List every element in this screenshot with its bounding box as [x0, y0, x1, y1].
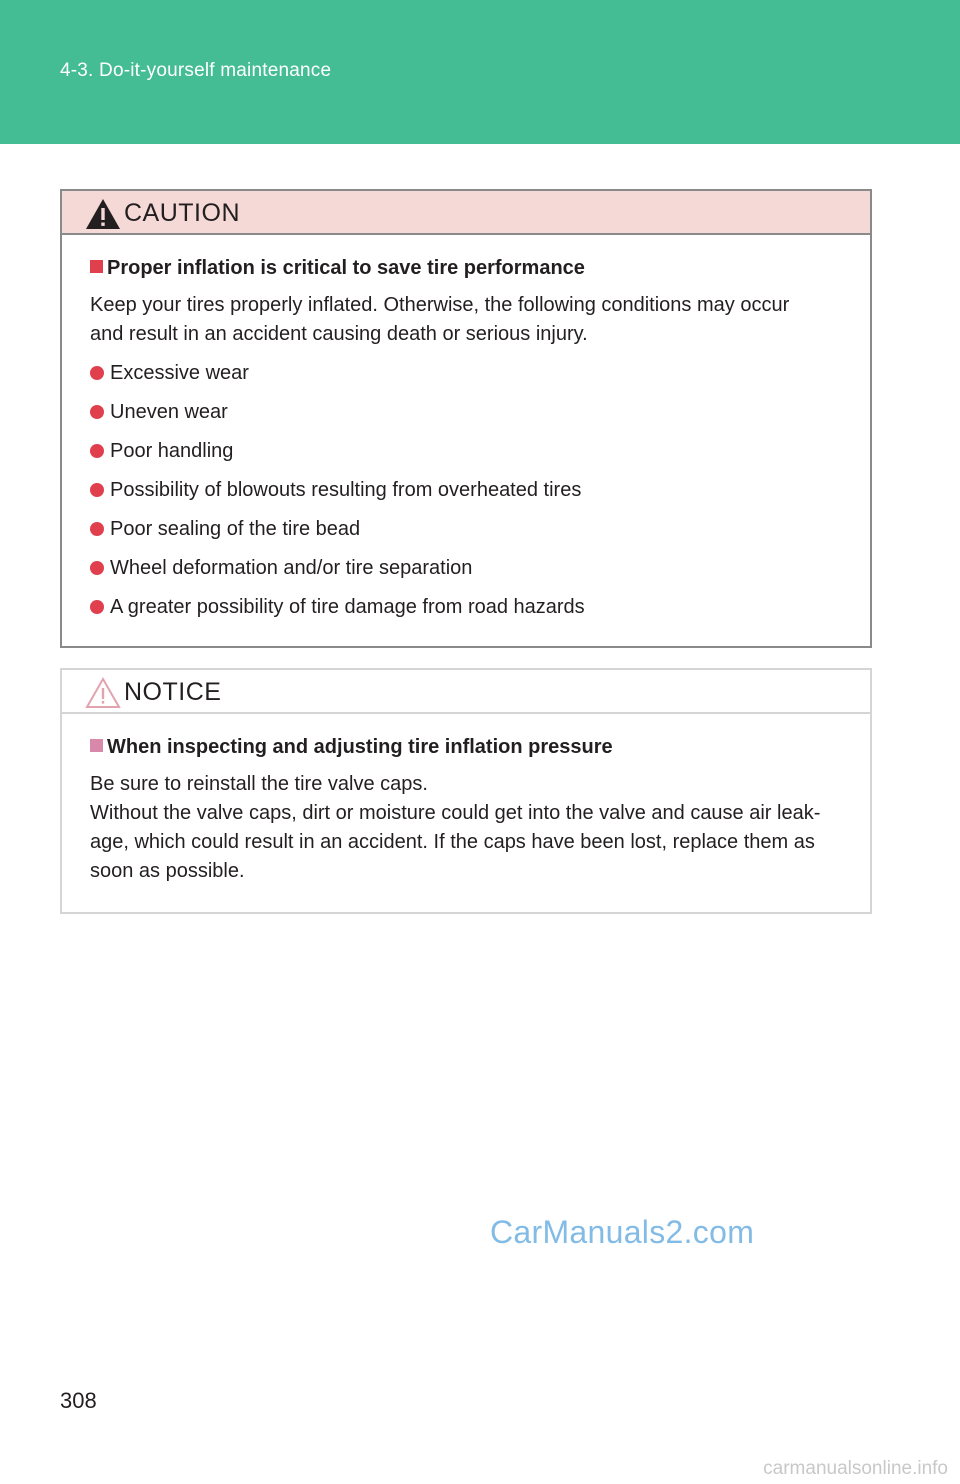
page-number: 308: [60, 1388, 97, 1413]
notice-box: [60, 668, 872, 914]
list-item: [90, 515, 860, 554]
caution-heading-text: Proper inflation is critical to save tire performance: [107, 257, 585, 279]
notice-subheading: [90, 732, 860, 762]
notice-line: Without the valve caps, dirt or moisture could get into the valve and cause air leak-: [90, 802, 821, 824]
bullet-text: Excessive wear: [110, 362, 249, 384]
bullet-text: Wheel deformation and/or tire separation: [110, 557, 473, 579]
list-item: [90, 359, 860, 398]
notice-line: age, which could result in an accident. If the caps have been lost, replace them as: [90, 831, 815, 853]
round-bullet-icon: [90, 522, 104, 536]
square-bullet-icon: [90, 260, 103, 273]
list-item: [90, 593, 860, 632]
footer-site-mark: carmanualsonline.info: [763, 1458, 948, 1479]
caution-intro-line: Keep your tires properly inflated. Otherwise, the following conditions may occur: [90, 294, 790, 316]
round-bullet-icon: [90, 600, 104, 614]
caution-subheading: [90, 253, 860, 283]
list-item: [90, 398, 860, 437]
section-title: 4-3. Do-it-yourself maintenance: [60, 60, 332, 81]
caution-intro: [90, 291, 860, 349]
bullet-text: Possibility of blowouts resulting from overheated tires: [110, 479, 582, 501]
round-bullet-icon: [90, 561, 104, 575]
notice-label: NOTICE: [124, 678, 222, 706]
caution-header: [62, 191, 870, 235]
notice-body: [62, 714, 870, 886]
page-header: [0, 0, 960, 144]
warning-triangle-icon: [84, 197, 122, 231]
notice-header: [62, 670, 870, 714]
watermark-logo: CarManuals2.com: [490, 1214, 755, 1250]
notice-text: [90, 770, 860, 886]
caution-body: [62, 235, 870, 632]
round-bullet-icon: [90, 444, 104, 458]
list-item: [90, 476, 860, 515]
caution-bullet-list: [90, 359, 860, 632]
list-item: [90, 554, 860, 593]
round-bullet-icon: [90, 366, 104, 380]
caution-box: [60, 189, 872, 648]
bullet-text: Uneven wear: [110, 401, 228, 423]
caution-label: CAUTION: [124, 199, 240, 227]
square-bullet-icon: [90, 739, 103, 752]
notice-line: Be sure to reinstall the tire valve caps.: [90, 773, 428, 795]
bullet-text: Poor handling: [110, 440, 234, 462]
round-bullet-icon: [90, 483, 104, 497]
warning-triangle-outline-icon: [84, 676, 122, 710]
notice-line: soon as possible.: [90, 860, 245, 882]
caution-intro-line: and result in an accident causing death or serious injury.: [90, 323, 588, 345]
bullet-text: A greater possibility of tire damage from road hazards: [110, 596, 585, 618]
list-item: [90, 437, 860, 476]
bullet-text: Poor sealing of the tire bead: [110, 518, 361, 540]
notice-heading-text: When inspecting and adjusting tire inflation pressure: [107, 736, 613, 758]
round-bullet-icon: [90, 405, 104, 419]
